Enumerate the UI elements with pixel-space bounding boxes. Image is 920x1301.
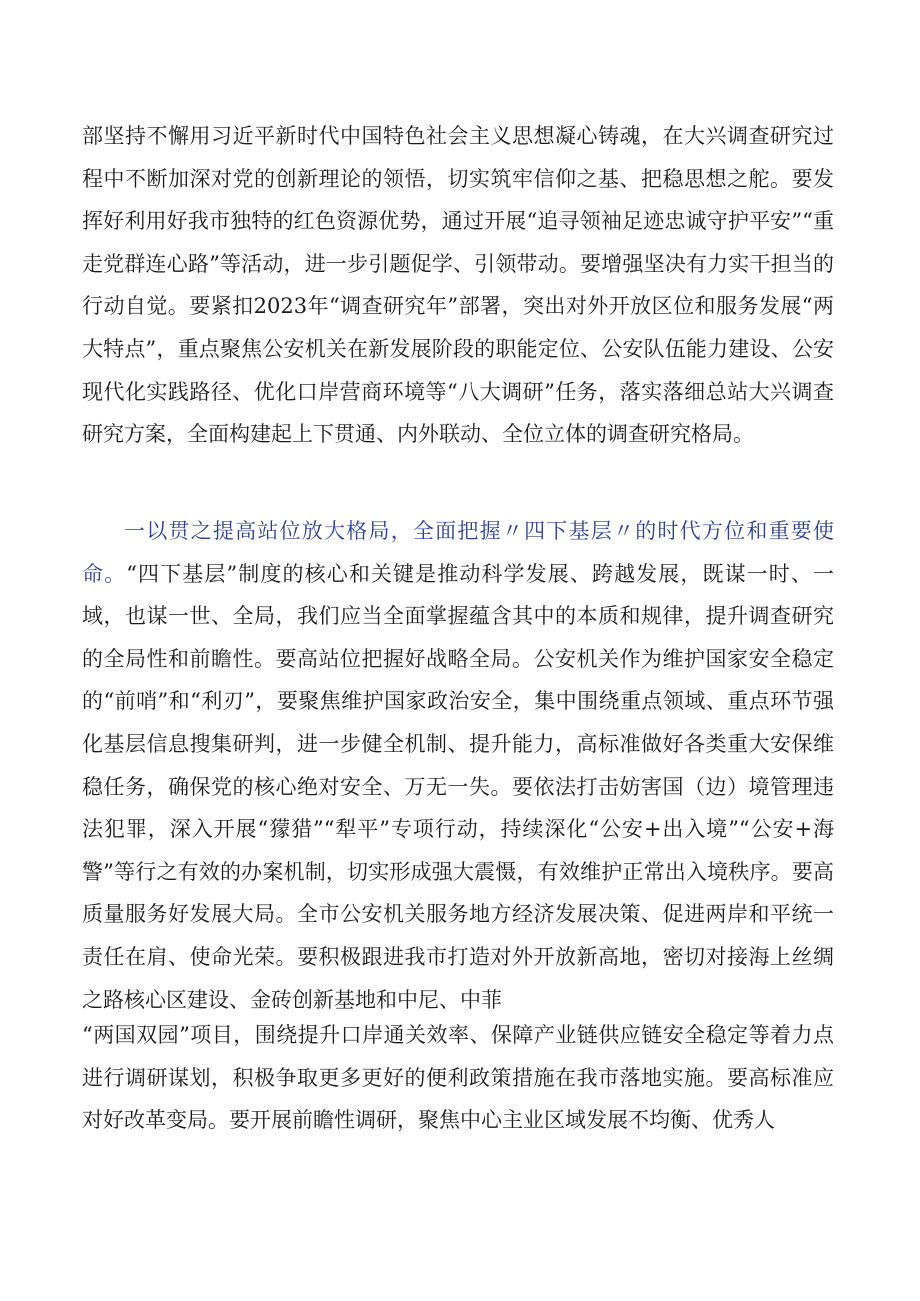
paragraph-2 <box>82 510 834 1021</box>
paragraph-3: “两国双园”项目，围绕提升口岸通关效率、保障产业链供应链安全稳定等着力点进行调研谋划，积极争取更多更好的便利政策措施在我市落地实施。要高标准应对好改革变局。要开展前瞻性调研，聚焦中心主业区域发展不均衡、优秀人 <box>82 1023 834 1133</box>
paragraph-1: 部坚持不懈用习近平新时代中国特色社会主义思想凝心铸魂，在大兴调查研究过程中不断加深对党的创新理论的领悟，切实筑牢信仰之基、把稳思想之舵。要发挥好利用好我市独特的红色资源优势，通过开展“追寻领袖足迹忠诚守护平安”“重走党群连心路”等活动，进一步引题促学、引领带动。要增强坚决有力实干担当的行动自觉。要紧扣2023年“调查研究年”部署，突出对外开放区位和服务发展“两大特点”，重点聚焦公安机关在新发展阶段的职能定位、公安队伍能力建设、公安现代化实践路径、优化口岸营商环境等“八大调研”任务，落实落细总站大兴调查研究方案，全面构建起上下贯通、内外联动、全位立体的调查研究格局。 <box>82 124 834 447</box>
paragraph-2-heading: 一以贯之提高站位放大格局，全面把握〃四下基层〃的时代方位和重要使命。 <box>82 519 834 586</box>
paragraph-2-body: “四下基层”制度的核心和关键是推动科学发展、跨越发展，既谋一时、一域，也谋一世、全局，我们应当全面掌握蕴含其中的本质和规律，提升调查研究的全局性和前瞻性。要高站位把握好战略全局。公安机关作为维护国家安全稳定的“前哨”和“利刃”，要聚焦维护国家政治安全，集中围绕重点领域、重点环节强化基层信息搜集研判，进一步健全机制、提升能力，高标准做好各类重大安保维稳任务，确保党的核心绝对安全、万无一失。要依法打击妨害国（边）境管理违法犯罪，深入开展“獴猎”“犁平”专项行动，持续深化“公安+出入境”“公安+海警”等行之有效的办案机制，切实形成强大震慑，有效维护正常出入境秩序。要高质量服务好发展大局。全市公安机关服务地方经济发展决策、促进两岸和平统一责任在肩、使命光荣。要积极跟进我市打造对外开放新高地，密切对接海上丝绸之路核心区建设、金砖创新基地和中尼、中菲 <box>82 561 834 1012</box>
